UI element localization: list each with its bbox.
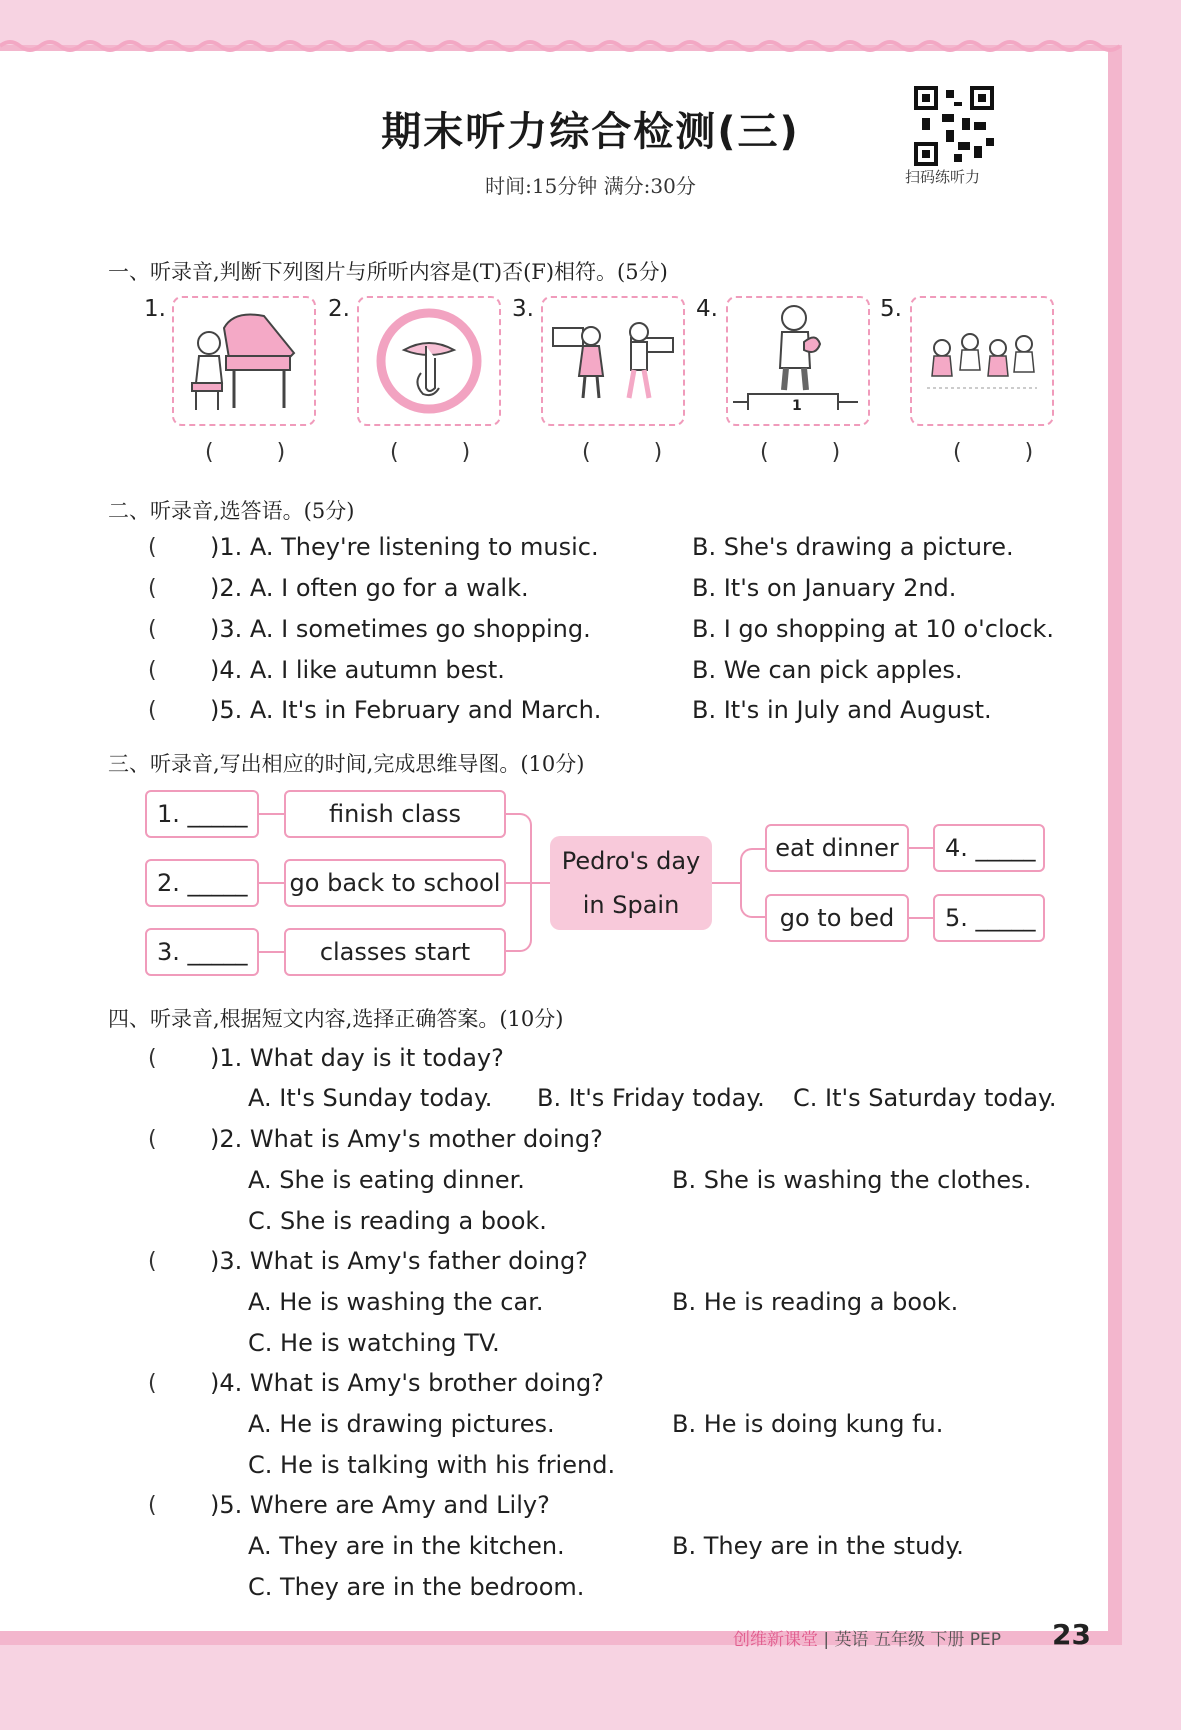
question-option-a: )3. A. I sometimes go shopping.: [210, 615, 591, 643]
activity-finish-class: finish class: [284, 790, 506, 838]
question-option-a: )2. A. I often go for a walk.: [210, 574, 529, 602]
picture-number: 3.: [512, 296, 534, 322]
answer-blank[interactable]: ( ): [390, 440, 499, 465]
question-text: )4. What is Amy's brother doing?: [210, 1369, 605, 1397]
time-blank-4[interactable]: 4. _____: [933, 824, 1045, 872]
section-4-heading: 四、听录音,根据短文内容,选择正确答案。(10分): [108, 1007, 564, 1031]
question-option-a: )5. A. It's in February and March.: [210, 696, 602, 724]
picture-boy-piano: [172, 296, 316, 426]
activity-eat-dinner: eat dinner: [765, 824, 909, 872]
question-option-a: )4. A. I like autumn best.: [210, 656, 505, 684]
option-c: C. They are in the bedroom.: [248, 1573, 585, 1601]
connector-bracket-right: [740, 848, 766, 918]
kids-group-illustration: [912, 298, 1052, 424]
option-c: C. He is watching TV.: [248, 1329, 500, 1357]
option-a: A. He is drawing pictures.: [248, 1410, 555, 1438]
time-blank-1[interactable]: 1. _____: [145, 790, 259, 838]
question-option-a: )1. A. They're listening to music.: [210, 533, 599, 561]
option-b: B. He is doing kung fu.: [672, 1410, 944, 1438]
connector-line: [259, 951, 284, 953]
option-c: C. He is talking with his friend.: [248, 1451, 616, 1479]
connector-line: [909, 847, 933, 849]
question-text: )5. Where are Amy and Lily?: [210, 1491, 550, 1519]
answer-paren[interactable]: (: [148, 1371, 157, 1396]
children-walking-illustration: [543, 298, 683, 424]
picture-kids-group: [910, 296, 1054, 426]
page-title: 期末听力综合检测(三): [381, 109, 800, 155]
answer-blank[interactable]: ( ): [205, 440, 314, 465]
mindmap-center-line-2: in Spain: [582, 891, 680, 919]
option-b: B. They are in the study.: [672, 1532, 964, 1560]
activity-classes-start: classes start: [284, 928, 506, 976]
question-option-b: B. It's on January 2nd.: [692, 574, 957, 602]
connector-line: [909, 917, 933, 919]
answer-paren[interactable]: (: [148, 1127, 157, 1152]
answer-paren[interactable]: (: [148, 698, 157, 723]
question-option-b: B. We can pick apples.: [692, 656, 963, 684]
answer-paren[interactable]: (: [148, 1249, 157, 1274]
option-a: A. She is eating dinner.: [248, 1166, 525, 1194]
section-2-heading: 二、听录音,选答语。(5分): [108, 499, 355, 523]
mindmap-center-line-1: Pedro's day: [561, 847, 701, 875]
option-a: A. They are in the kitchen.: [248, 1532, 565, 1560]
qr-code-label: 扫码练听力: [905, 168, 981, 186]
question-option-b: B. I go shopping at 10 o'clock.: [692, 615, 1055, 643]
answer-paren[interactable]: (: [148, 658, 157, 683]
time-blank-5[interactable]: 5. _____: [933, 894, 1045, 942]
answer-blank[interactable]: ( ): [760, 440, 869, 465]
question-text: )2. What is Amy's mother doing?: [210, 1125, 603, 1153]
qr-code-icon[interactable]: [914, 86, 994, 166]
picture-children-walking: [541, 296, 685, 426]
question-text: )3. What is Amy's father doing?: [210, 1247, 588, 1275]
answer-paren[interactable]: (: [148, 1493, 157, 1518]
activity-go-back-to-school: go back to school: [284, 859, 506, 907]
picture-number: 2.: [328, 296, 350, 322]
answer-paren[interactable]: (: [148, 576, 157, 601]
option-b: B. She is washing the clothes.: [672, 1166, 1032, 1194]
option-c: C. She is reading a book.: [248, 1207, 547, 1235]
question-option-b: B. She's drawing a picture.: [692, 533, 1014, 561]
connector-line: [506, 882, 550, 884]
picture-number: 1.: [144, 296, 166, 322]
option-a: A. It's Sunday today.: [248, 1084, 493, 1112]
option-b: B. He is reading a book.: [672, 1288, 959, 1316]
time-blank-3[interactable]: 3. _____: [145, 928, 259, 976]
piano-boy-illustration: [174, 298, 314, 424]
section-3-heading: 三、听录音,写出相应的时间,完成思维导图。(10分): [108, 752, 585, 776]
footer-book-info: | 英语 五年级 下册 PEP: [823, 1630, 1001, 1650]
question-option-b: B. It's in July and August.: [692, 696, 992, 724]
mindmap-center: [550, 836, 712, 930]
answer-paren[interactable]: (: [148, 535, 157, 560]
question-text: )1. What day is it today?: [210, 1044, 504, 1072]
podium-number: 1: [792, 398, 802, 414]
answer-blank[interactable]: ( ): [953, 440, 1062, 465]
time-score-info: 时间:15分钟 满分:30分: [485, 174, 696, 198]
quiet-lips-illustration: [359, 298, 499, 424]
picture-number: 5.: [880, 296, 902, 322]
decorative-wave-top: [0, 38, 1130, 54]
answer-paren[interactable]: (: [148, 1046, 157, 1071]
answer-blank[interactable]: ( ): [582, 440, 691, 465]
time-blank-2[interactable]: 2. _____: [145, 859, 259, 907]
option-b: B. It's Friday today.: [537, 1084, 765, 1112]
section-1-heading: 一、听录音,判断下列图片与所听内容是(T)否(F)相符。(5分): [108, 260, 668, 284]
footer-info: [733, 1625, 1001, 1650]
option-c: C. It's Saturday today.: [793, 1084, 1057, 1112]
connector-line: [259, 882, 284, 884]
picture-number: 4.: [696, 296, 718, 322]
page-number: 23: [1052, 1618, 1091, 1651]
activity-go-to-bed: go to bed: [765, 894, 909, 942]
connector-line: [712, 882, 740, 884]
footer-brand: 创维新课堂: [733, 1630, 818, 1650]
picture-boy-podium: [726, 296, 870, 426]
answer-paren[interactable]: (: [148, 617, 157, 642]
option-a: A. He is washing the car.: [248, 1288, 544, 1316]
connector-line: [259, 813, 284, 815]
picture-quiet-sign: [357, 296, 501, 426]
